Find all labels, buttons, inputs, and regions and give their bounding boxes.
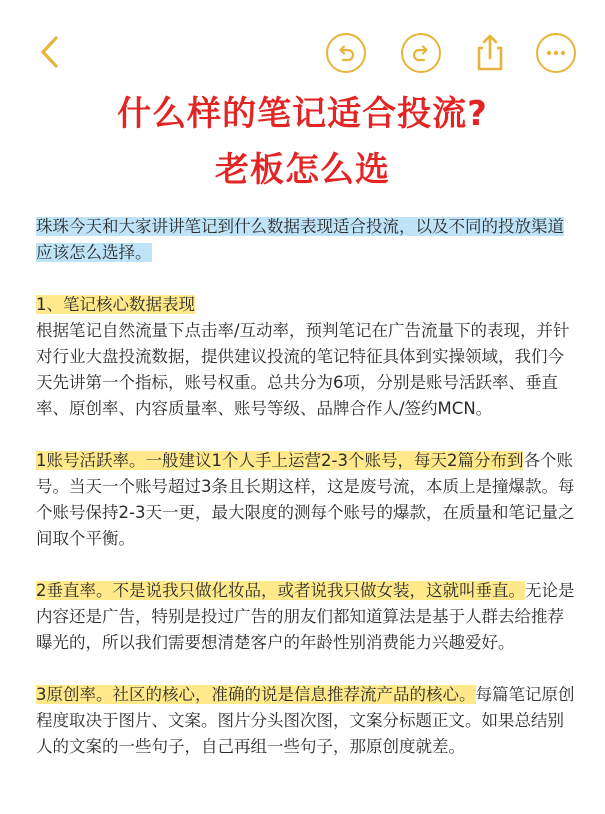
item-3-lead: 3原创率。社区的核心，准确的说是信息推荐流产品的核心。 [36,685,476,704]
more-icon [545,49,567,57]
item-1-lead: 1账号活跃率。一般建议1个人手上运营2-3个账号，每天2篇分布到 [36,451,524,470]
page-title: 什么样的笔记适合投流? [117,94,488,134]
item-1 [36,448,576,552]
item-3 [36,682,576,760]
page-subtitle: 老板怎么选 [215,150,390,190]
note-content [36,214,576,786]
undo-icon [335,42,357,64]
item-3-body: 每篇笔记原创程度取决于图片、文案。图片分头图次图，文案分标题正文。如果总结别人的文案的一些句子，自己再组一些句子，那原创度就差。 [36,685,575,756]
top-toolbar [0,0,605,90]
undo-button[interactable] [326,33,366,73]
intro-text: 珠珠今天和大家讲讲笔记到什么数据表现适合投流，以及不同的投放渠道应该怎么选择。 [36,217,564,262]
share-icon [470,30,510,74]
back-chevron-icon [34,32,68,72]
more-button[interactable] [536,33,576,73]
section-1-body: 根据笔记自然流量下点击率/互动率，预判笔记在广告流量下的表现，并针对行业大盘投流数据，提供建议投流的笔记特征具体到实操领域，我们今天先讲第一个指标，账号权重。总共分为6项，分别是账号活跃率、垂直率、原创率、内容质量率、账号等级、品牌合作人/签约MCN。 [36,321,570,418]
item-2-lead: 2垂直率。不是说我只做化妆品，或者说我只做女装，这就叫垂直。 [36,581,525,600]
section-1-heading: 1、笔记核心数据表现 [36,295,195,314]
item-2 [36,578,576,656]
section-1 [36,292,576,422]
redo-icon [410,42,432,64]
share-button[interactable] [470,30,510,74]
back-button[interactable] [34,32,68,72]
item-2-body: 无论是内容还是广告，特别是投过广告的朋友们都知道算法是基于人群去给推荐曝光的，所以我们需要想清楚客户的年龄性别消费能力兴趣爱好。 [36,581,575,652]
redo-button[interactable] [401,33,441,73]
intro-paragraph [36,214,576,266]
item-1-body: 各个账号。当天一个账号超过3条且长期这样，这是废号流，本质上是撞爆款。每个账号保持2-3天一更，最大限度的测每个账号的爆款，在质量和笔记量之间取个平衡。 [36,451,575,548]
